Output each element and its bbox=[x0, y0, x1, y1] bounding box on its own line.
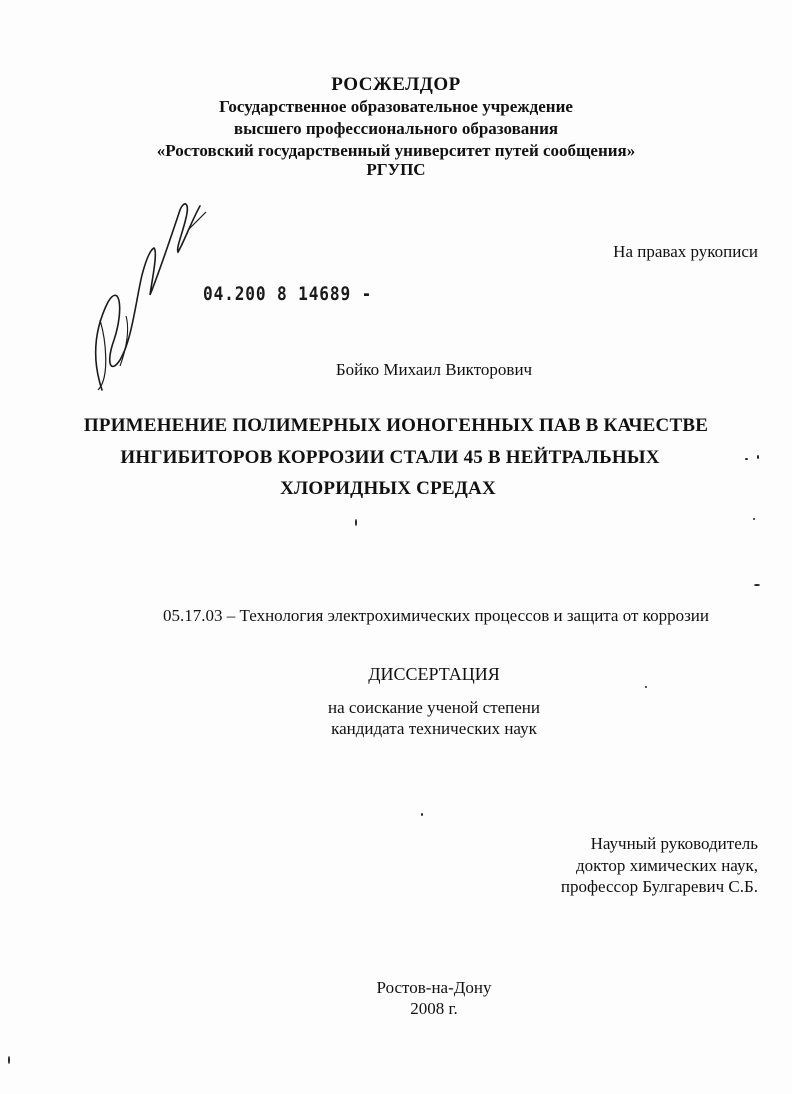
specialty-code: 05.17.03 – Технология электрохимических процессов и защита от коррозии bbox=[163, 606, 709, 625]
education-level: высшего профессионального образования bbox=[233, 119, 559, 138]
degree-line-2: кандидата технических наук bbox=[331, 719, 537, 738]
year: 2008 г. bbox=[410, 999, 458, 1018]
thesis-title-line-1: ПРИМЕНЕНИЕ ПОЛИМЕРНЫХ ИОНОГЕННЫХ ПАВ В КАЧЕСТВЕ bbox=[83, 415, 709, 436]
thesis-title-line-3: ХЛОРИДНЫХ СРЕДАХ bbox=[280, 478, 496, 499]
supervisor-name: профессор Булгаревич С.Б. bbox=[560, 877, 758, 896]
university-abbr: РГУПС bbox=[366, 160, 426, 179]
scan-speck bbox=[355, 519, 357, 526]
scan-speck bbox=[745, 458, 748, 460]
city: Ростов-на-Дону bbox=[376, 978, 492, 997]
org-name: РОСЖЕЛДОР bbox=[331, 74, 461, 95]
scan-speck bbox=[757, 455, 759, 459]
degree-line-1: на соискание ученой степени bbox=[327, 698, 541, 717]
supervisor-degree: доктор химических наук, bbox=[575, 856, 758, 875]
institution-type: Государственное образовательное учреждение bbox=[219, 97, 573, 116]
scan-speck bbox=[421, 813, 423, 816]
scan-speck bbox=[8, 1056, 10, 1064]
author-name: Бойко Михаил Викторович bbox=[335, 360, 533, 379]
scan-speck bbox=[754, 584, 760, 586]
scan-speck bbox=[753, 518, 755, 520]
rights-note: На правах рукописи bbox=[613, 242, 758, 261]
registration-stamp-number: 04.200 8 14689 - bbox=[203, 283, 373, 305]
scan-speck bbox=[645, 686, 647, 688]
work-type: ДИССЕРТАЦИЯ bbox=[368, 664, 500, 684]
thesis-title-line-2: ИНГИБИТОРОВ КОРРОЗИИ СТАЛИ 45 В НЕЙТРАЛЬНЫХ bbox=[120, 447, 660, 468]
university-name: «Ростовский государственный университет путей сообщения» bbox=[156, 141, 636, 160]
supervisor-role: Научный руководитель bbox=[590, 834, 758, 853]
